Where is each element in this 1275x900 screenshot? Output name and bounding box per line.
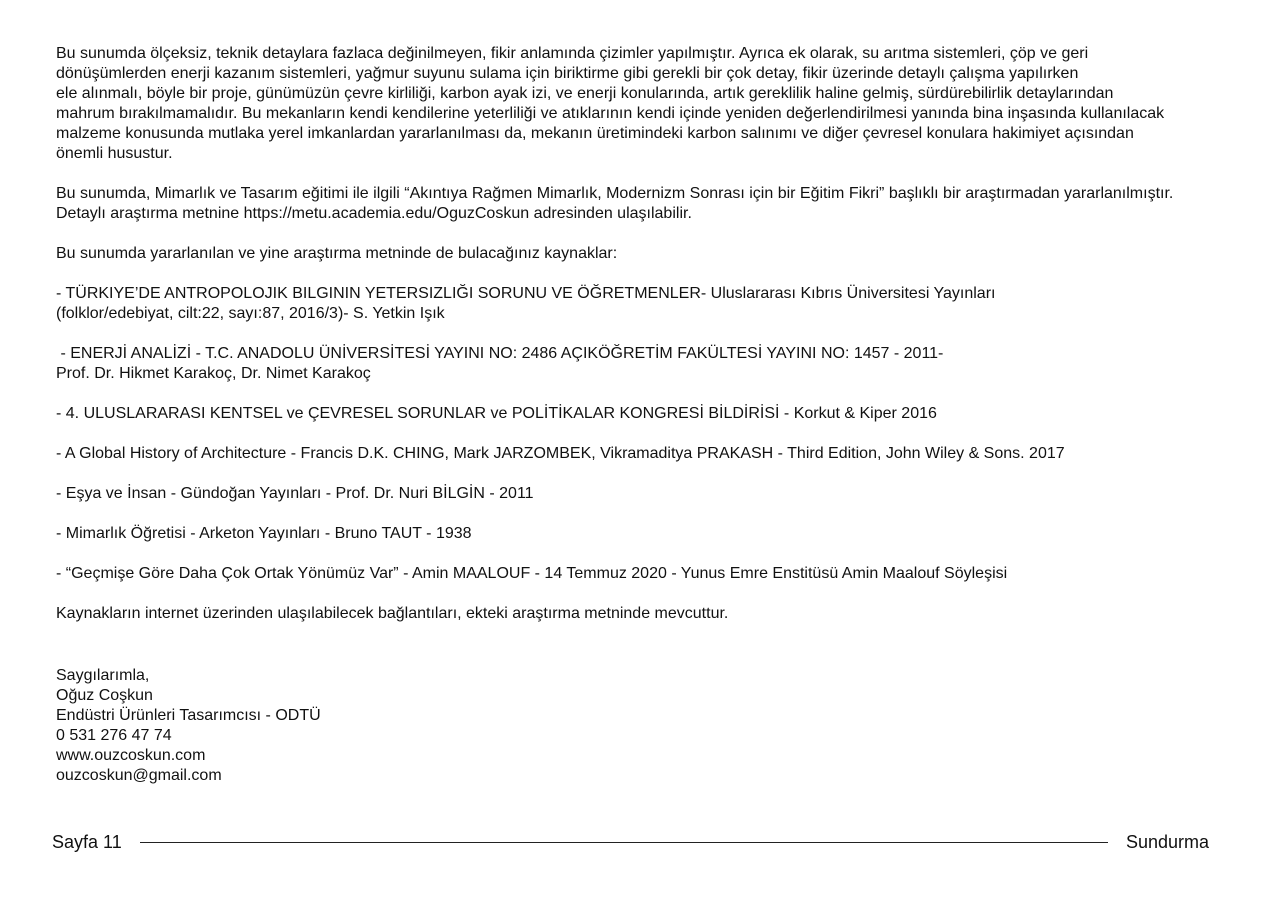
reference-item [56, 524, 1246, 544]
section-title: Sundurma [1125, 831, 1209, 852]
text-line: Bu sunumda yararlanılan ve yine araştırma metninde de bulacağınız kaynaklar: [56, 245, 618, 262]
signature-website: www.ouzcoskun.com [56, 747, 206, 764]
text-line: Bu sunumda ölçeksiz, teknik detaylara fazlaca değinilmeyen, fikir anlamında çizimler yapılmıştır. Ayrıca ek olarak, su arıtma sistemleri, çöp ve geri [56, 45, 1089, 62]
footer-divider [140, 842, 1108, 843]
text-line: önemli husustur. [56, 145, 173, 162]
text-line: Detaylı araştırma metnine https://metu.academia.edu/OguzCoskun adresinden ulaşılabilir. [56, 205, 692, 222]
signature-block [56, 666, 1246, 786]
text-line: malzeme konusunda mutlaka yerel imkanlardan yararlanılması da, mekanın üretimindeki karbon salınımı ve diğer çevresel konulara hakimiyet açısından [56, 125, 1134, 142]
signature-email: ouzcoskun@gmail.com [56, 767, 222, 784]
research-paragraph [56, 184, 1246, 224]
reference-item [56, 284, 1246, 324]
signature-phone: 0 531 276 47 74 [56, 727, 172, 744]
reference-line: Prof. Dr. Hikmet Karakoç, Dr. Nimet Karakoç [56, 365, 371, 382]
reference-line: - A Global History of Architecture - Francis D.K. CHING, Mark JARZOMBEK, Vikramaditya PRAKASH - Third Edition, John Wiley & Sons. 2017 [56, 445, 1065, 462]
text-line: Bu sunumda, Mimarlık ve Tasarım eğitimi ile ilgili “Akıntıya Rağmen Mimarlık, Modernizm Sonrası için bir Eğitim Fikri” başlıklı bir araştırmadan yararlanılmıştır. [56, 185, 1174, 202]
reference-line: - Eşya ve İnsan - Gündoğan Yayınları - Prof. Dr. Nuri BİLGİN - 2011 [56, 485, 534, 502]
reference-item [56, 564, 1246, 584]
sources-intro [56, 244, 1246, 264]
signature-greeting: Saygılarımla, [56, 667, 150, 684]
reference-item [56, 344, 1246, 384]
reference-line: - TÜRKIYE’DE ANTROPOLOJIK BILGININ YETERSIZLIĞI SORUNU VE ÖĞRETMENLER- Uluslararası Kıbrıs Üniversitesi Yayınları [56, 285, 996, 302]
text-line: ele alınmalı, böyle bir proje, günümüzün çevre kirliliği, karbon ayak izi, ve enerji konularında, artık gereklilik haline gelmiş, sürdürebilirlik detaylarından [56, 85, 1114, 102]
reference-item [56, 444, 1246, 464]
reference-line: - Mimarlık Öğretisi - Arketon Yayınları - Bruno TAUT - 1938 [56, 525, 472, 542]
intro-paragraph [56, 44, 1246, 164]
page-number: Sayfa 11 [52, 831, 122, 852]
reference-item [56, 404, 1246, 424]
signature-title: Endüstri Ürünleri Tasarımcısı - ODTÜ [56, 707, 321, 724]
text-line: mahrum bırakılmamalıdır. Bu mekanların kendi kendilerine yeterliliği ve atıklarının kendi içinde yeniden değerlendirilmesi yanında bina inşasında kullanılacak [56, 105, 1165, 122]
reference-line: (folklor/edebiyat, cilt:22, sayı:87, 2016/3)- S. Yetkin Işık [56, 305, 445, 322]
page-footer [52, 830, 1209, 854]
signature-name: Oğuz Coşkun [56, 687, 153, 704]
reference-item [56, 484, 1246, 504]
text-line: Kaynakların internet üzerinden ulaşılabilecek bağlantıları, ekteki araştırma metninde mevcuttur. [56, 605, 729, 622]
text-line: dönüşümlerden enerji kazanım sistemleri, yağmur suyunu sulama için biriktirme gibi gerekli bir çok detay, fikir üzerinde detaylı çalışma yapılırken [56, 65, 1079, 82]
page-content [56, 44, 1246, 786]
closing-note [56, 604, 1246, 624]
reference-line: - 4. ULUSLARARASI KENTSEL ve ÇEVRESEL SORUNLAR ve POLİTİKALAR KONGRESİ BİLDİRİSİ - Korkut & Kiper 2016 [56, 405, 937, 422]
reference-line: - “Geçmişe Göre Daha Çok Ortak Yönümüz Var” - Amin MAALOUF - 14 Temmuz 2020 - Yunus Emre Enstitüsü Amin Maalouf Söyleşisi [56, 565, 1008, 582]
reference-line: - ENERJİ ANALİZİ - T.C. ANADOLU ÜNİVERSİTESİ YAYINI NO: 2486 AÇIKÖĞRETİM FAKÜLTESİ YAYINI NO: 1457 - 2011- [56, 345, 944, 362]
